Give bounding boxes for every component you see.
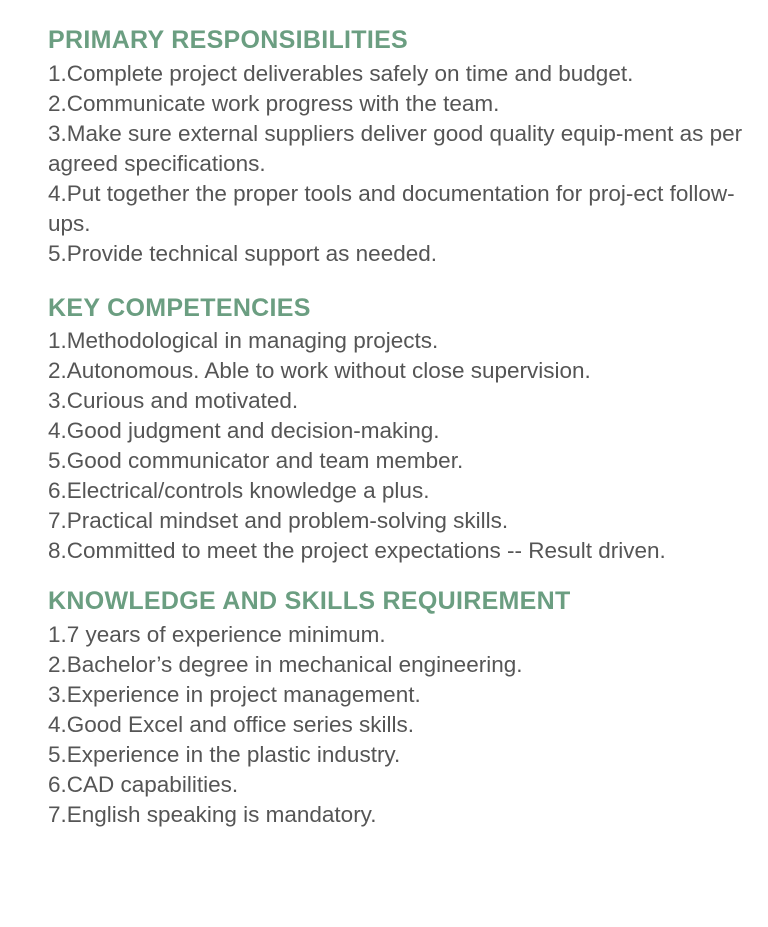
list-item: 3.Experience in project management.: [48, 682, 421, 707]
job-requirements-document: [48, 22, 748, 830]
list-item: 6.CAD capabilities.: [48, 772, 239, 797]
list-item: 3.Curious and motivated.: [48, 388, 299, 413]
list-item: 1.Complete project deliverables safely on time and budget.: [48, 61, 634, 86]
list-item: 5.Experience in the plastic industry.: [48, 742, 401, 767]
list-item: 7.Practical mindset and problem-solving skills.: [48, 508, 509, 533]
list-item: 1.Methodological in managing projects.: [48, 328, 439, 353]
list-item: 1.7 years of experience minimum.: [48, 622, 386, 647]
list-item: 4.Good Excel and office series skills.: [48, 712, 415, 737]
responsibilities-list: [48, 59, 748, 269]
knowledge-skills-section: [48, 583, 748, 830]
list-item: 4.Put together the proper tools and documentation for proj-ect follow-ups.: [48, 181, 735, 236]
section-title: PRIMARY RESPONSIBILITIES: [48, 26, 409, 54]
list-item: 2.Bachelor’s degree in mechanical engineering.: [48, 652, 523, 677]
primary-responsibilities-section: [48, 22, 748, 269]
section-title: KNOWLEDGE AND SKILLS REQUIREMENT: [48, 587, 571, 615]
competencies-list: [48, 326, 748, 566]
list-item: 4.Good judgment and decision-making.: [48, 418, 440, 443]
list-item: 5.Good communicator and team member.: [48, 448, 464, 473]
list-item: 5.Provide technical support as needed.: [48, 241, 438, 266]
list-item: 3.Make sure external suppliers deliver good quality equip-ment as per agreed specifications.: [48, 121, 743, 176]
section-title: KEY COMPETENCIES: [48, 294, 311, 322]
key-competencies-section: [48, 290, 748, 566]
list-item: 2.Autonomous. Able to work without close supervision.: [48, 358, 591, 383]
list-item: 8.Committed to meet the project expectations -- Result driven.: [48, 538, 666, 563]
list-item: 6.Electrical/controls knowledge a plus.: [48, 478, 430, 503]
skills-list: [48, 620, 748, 830]
list-item: 2.Communicate work progress with the team.: [48, 91, 500, 116]
list-item: 7.English speaking is mandatory.: [48, 802, 377, 827]
